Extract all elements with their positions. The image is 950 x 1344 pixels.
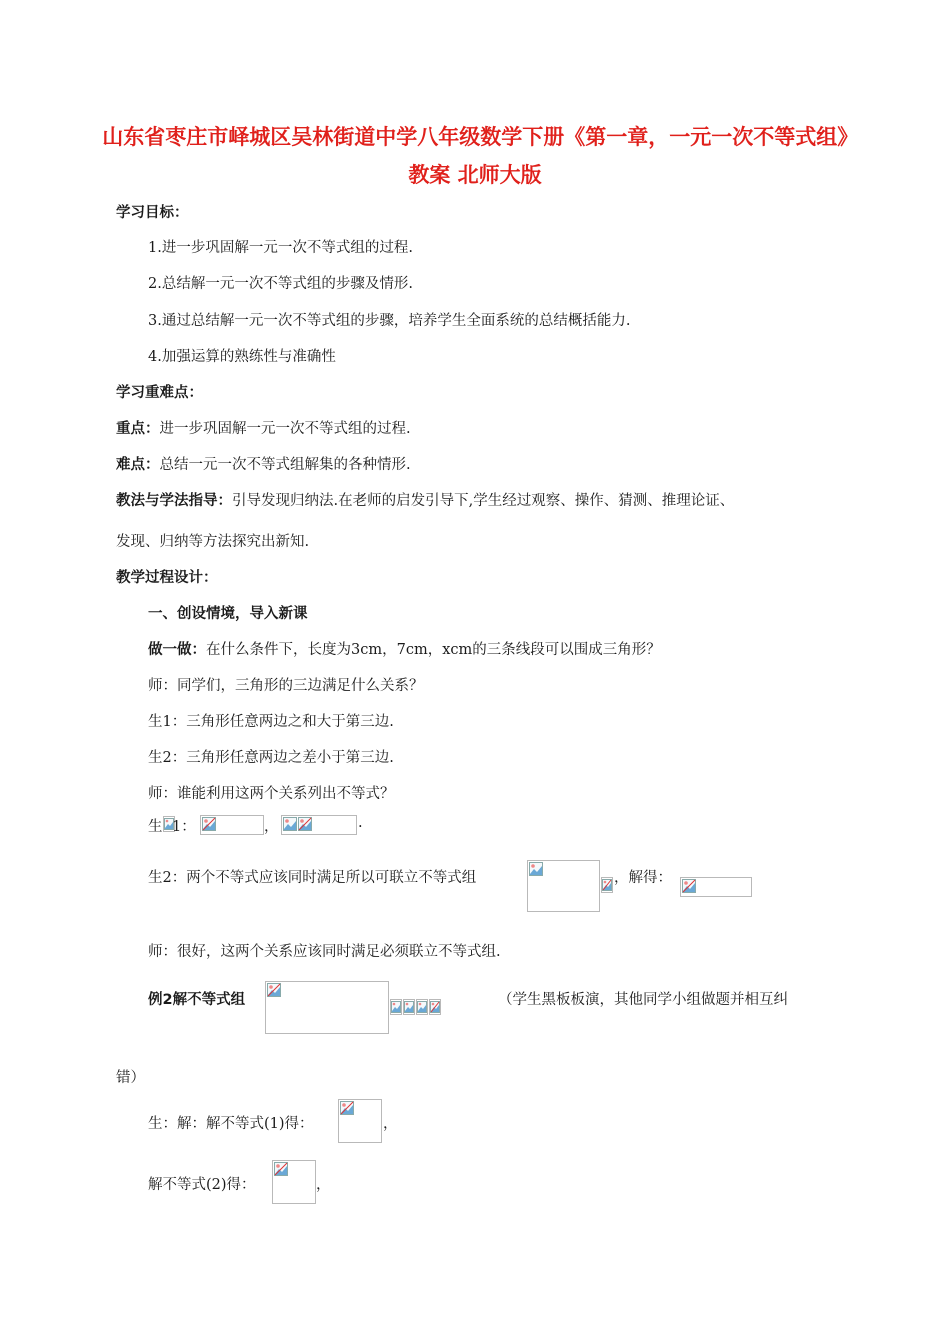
goal-item-3: 3.通过总结解一元一次不等式组的步骤，培养学生全面系统的总结概括能力. [148, 313, 631, 329]
hard-label: 难点： [116, 457, 160, 473]
document-title: 山东省枣庄市峄城区吴林街道中学八年级数学下册《第一章，一元一次不等式组》教案 北师大版 [102, 125, 848, 187]
method-label: 教法与学法指导： [116, 493, 232, 509]
broken-image-icon [202, 817, 216, 831]
broken-image-icon [529, 862, 543, 876]
example-note: （学生黑板板演，其他同学小组做题并相互纠 [498, 992, 788, 1008]
broken-image-icon [391, 1001, 401, 1013]
formula-image-mini [416, 999, 428, 1015]
example-system-image [265, 981, 389, 1034]
process-heading: 教学过程设计： [116, 570, 218, 586]
solution-image-2 [272, 1160, 316, 1204]
period-text: . [358, 815, 363, 831]
solution-line-2-end: ， [316, 1177, 331, 1193]
key-point [116, 417, 411, 438]
formula-image-mini [403, 999, 415, 1015]
broken-image-icon [283, 817, 297, 831]
broken-image-icon [417, 1001, 427, 1013]
hard-point [116, 453, 411, 474]
formula-image [281, 815, 357, 835]
formula-image-mini [429, 999, 441, 1015]
method-text-1: 引导发现归纳法.在老师的启发引导下,学生经过观察、操作、猜测、推理论证、 [232, 493, 735, 509]
try-line [148, 638, 661, 659]
solution-line-1-end: ， [383, 1116, 398, 1132]
goal-item-2: 2.总结解一元一次不等式组的步骤及情形. [148, 276, 413, 292]
comma-text: ， [264, 819, 279, 835]
broken-image-icon [274, 1162, 288, 1176]
teacher-line-3: 师：很好，这两个关系应该同时满足必须联立不等式组. [148, 944, 501, 960]
try-text: 在什么条件下，长度为3cm，7cm，xcm的三条线段可以围成三角形？ [206, 642, 661, 658]
solve-label: ，解得： [614, 870, 672, 886]
student-line-1: 生1：三角形任意两边之和大于第三边. [148, 714, 394, 730]
solution-line-2: 解不等式(2)得： [148, 1177, 256, 1193]
broken-image-icon [404, 1001, 414, 1013]
inequality-system-image [527, 860, 600, 912]
formula-image-mini [601, 877, 613, 893]
example-label: 例2解不等式组 [148, 992, 246, 1008]
broken-image-icon [267, 983, 281, 997]
student-1b-prefix: 生 [148, 819, 163, 835]
try-label: 做一做： [148, 642, 206, 658]
broken-image-icon [602, 879, 612, 891]
student-1b-mid: 1： [172, 819, 196, 835]
example-note-end: 错） [116, 1070, 145, 1086]
method-line-2: 发现、归纳等方法探究出新知. [116, 534, 310, 550]
teacher-line-2: 师：谁能利用这两个关系列出不等式？ [148, 786, 395, 802]
broken-image-icon [340, 1101, 354, 1115]
method-line-1 [116, 489, 734, 510]
broken-image-icon [430, 1001, 440, 1013]
step1-heading: 一、创设情境，导入新课 [148, 606, 308, 622]
solution-image-1 [338, 1099, 382, 1143]
formula-image [200, 815, 264, 835]
solution-line-1: 生：解：解不等式(1)得： [148, 1116, 314, 1132]
key-label: 重点： [116, 421, 160, 437]
student-line-2b: 生2：两个不等式应该同时满足所以可联立不等式组 [148, 870, 477, 886]
broken-image-icon [298, 817, 312, 831]
teacher-line-1: 师：同学们，三角形的三边满足什么关系？ [148, 678, 424, 694]
key-text: 进一步巩固解一元一次不等式组的过程. [159, 421, 411, 437]
key-heading: 学习重难点： [116, 385, 203, 401]
student-line-2: 生2：三角形任意两边之差小于第三边. [148, 750, 394, 766]
goal-item-4: 4.加强运算的熟练性与准确性 [148, 349, 336, 365]
formula-image-mini [390, 999, 402, 1015]
solution-image [680, 877, 752, 897]
broken-image-icon [682, 879, 696, 893]
goal-item-1: 1.进一步巩固解一元一次不等式组的过程. [148, 240, 413, 256]
hard-text: 总结一元一次不等式组解集的各种情形. [159, 457, 411, 473]
goals-heading: 学习目标： [116, 205, 189, 221]
